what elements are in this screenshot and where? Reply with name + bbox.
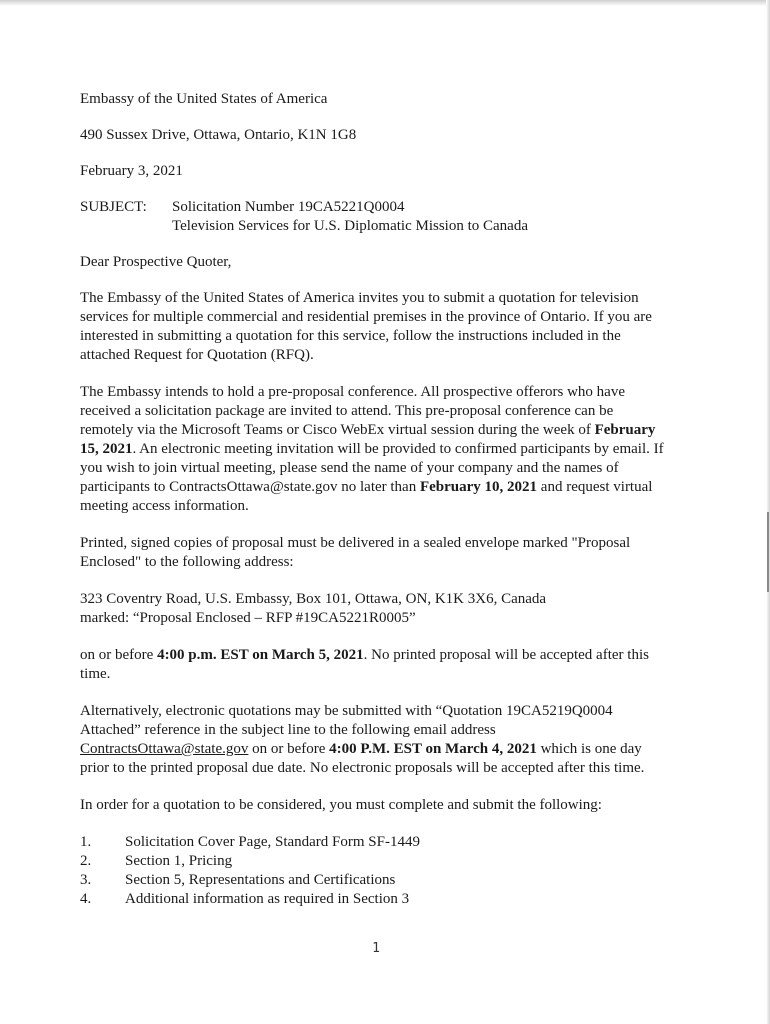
paragraph-requirements-intro (80, 796, 680, 815)
letter-date: February 3, 2021 (80, 163, 183, 179)
para3-line: Enclosed" to the following address: (80, 554, 294, 570)
para2-line: received a solicitation package are invited to attend. This pre-proposal conference can be (80, 403, 614, 419)
para1-line: interested in submitting a quotation for this service, follow the instructions included in the (80, 328, 621, 344)
para2-line: remotely via the Microsoft Teams or Cisco WebEx virtual session during the week of February (80, 422, 656, 438)
para5-line: on or before 4:00 p.m. EST on March 5, 2021. No printed proposal will be accepted after this (80, 647, 649, 663)
scan-edge-mark (767, 512, 769, 592)
scan-edge-top (0, 0, 770, 6)
paragraph-electronic (80, 702, 680, 778)
list-item (80, 852, 680, 871)
page-number: 1 (372, 941, 380, 956)
letter-body (80, 90, 680, 909)
para2-line: you wish to join virtual meeting, please send the name of your company and the names of (80, 460, 619, 476)
para6-line: prior to the printed proposal due date. No electronic proposals will be accepted after this time. (80, 760, 645, 776)
para2-line: participants to ContractsOttawa@state.gov no later than February 10, 2021 and request virtual (80, 479, 653, 495)
list-item (80, 833, 680, 852)
list-item-text: Additional information as required in Section 3 (125, 891, 410, 907)
paragraph-printed-copies (80, 534, 680, 572)
list-item-number: 3. (80, 872, 92, 888)
para4-line: 323 Coventry Road, U.S. Embassy, Box 101, Ottawa, ON, K1K 3X6, Canada (80, 591, 547, 607)
subject-line-1: Solicitation Number 19CA5221Q0004 (172, 199, 405, 215)
delivery-address (80, 590, 680, 628)
list-item-text: Solicitation Cover Page, Standard Form SF-1449 (125, 834, 420, 850)
para2-line: The Embassy intends to hold a pre-proposal conference. All prospective offerors who have (80, 384, 625, 400)
list-item-number: 4. (80, 891, 92, 907)
salutation: Dear Prospective Quoter, (80, 254, 232, 270)
subject-block (80, 198, 680, 236)
paragraph-invitation (80, 289, 680, 365)
subject-label: SUBJECT: (80, 199, 147, 215)
list-item (80, 871, 680, 890)
list-item-number: 2. (80, 853, 92, 869)
para6-line: Alternatively, electronic quotations may be submitted with “Quotation 19CA5219Q0004 (80, 703, 613, 719)
paragraph-deadline (80, 646, 680, 684)
sender-name: Embassy of the United States of America (80, 91, 328, 107)
para2-line: meeting access information. (80, 498, 249, 514)
para1-line: attached Request for Quotation (RFQ). (80, 347, 314, 363)
para6-line: ContractsOttawa@state.gov on or before 4:00 P.M. EST on March 4, 2021 which is one day (80, 741, 642, 757)
requirements-list (80, 833, 680, 909)
para2-line: 15, 2021. An electronic meeting invitation will be provided to confirmed participants by email. If (80, 441, 664, 457)
list-item (80, 890, 680, 909)
email-link[interactable]: ContractsOttawa@state.gov (80, 741, 249, 757)
para4-line: marked: “Proposal Enclosed – RFP #19CA5221R0005” (80, 610, 416, 626)
paragraph-conference (80, 383, 680, 516)
para7-line: In order for a quotation to be considered, you must complete and submit the following: (80, 797, 602, 813)
para1-line: services for multiple commercial and residential premises in the province of Ontario. If you are (80, 309, 652, 325)
list-item-text: Section 1, Pricing (125, 853, 233, 869)
para6-line: Attached” reference in the subject line to the following email address (80, 722, 496, 738)
para5-line: time. (80, 666, 111, 682)
list-item-text: Section 5, Representations and Certifications (125, 872, 396, 888)
subject-line-2: Television Services for U.S. Diplomatic Mission to Canada (172, 218, 528, 234)
para3-line: Printed, signed copies of proposal must be delivered in a sealed envelope marked "Proposal (80, 535, 631, 551)
para1-line: The Embassy of the United States of America invites you to submit a quotation for television (80, 290, 639, 306)
list-item-number: 1. (80, 834, 92, 850)
sender-address: 490 Sussex Drive, Ottawa, Ontario, K1N 1G8 (80, 127, 357, 143)
